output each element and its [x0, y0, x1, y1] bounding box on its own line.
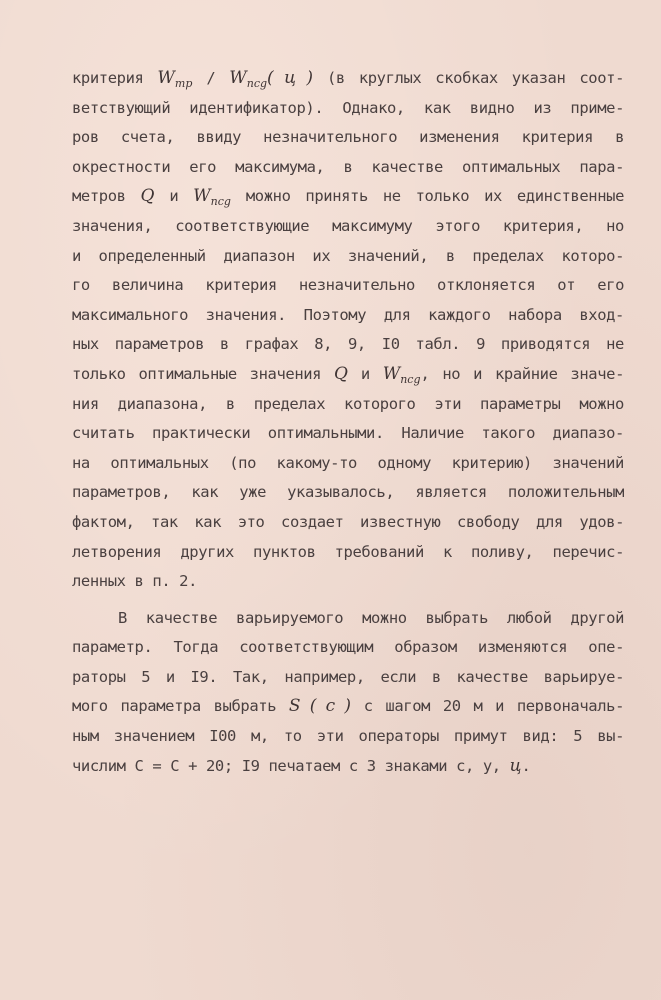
text-line: и определенный диапазон их значений, в пределах которо-: [72, 246, 624, 265]
text-line: ным значением I00 м, то эти операторы примут вид: 5 вы-: [72, 727, 624, 746]
text-line: метров Q и $W_{псg}$ можно принять не только их единственные: [72, 186, 624, 209]
text-line: значения, соответствующие максимуму этого критерия, но: [72, 216, 624, 235]
handwritten-symbol: ( ц ): [267, 68, 314, 88]
paragraph-2: [72, 604, 624, 782]
text-line: числим С = С + 20; I9 печатаем с 3 знаками с, у, ц.: [72, 755, 531, 776]
text-line: ленных в п. 2.: [72, 572, 198, 591]
handwritten-subscript: псg: [210, 195, 231, 209]
paragraph-1: [72, 64, 624, 597]
text-line: максимального значения. Поэтому для каждого набора вход-: [72, 305, 624, 324]
handwritten-symbol: Q: [334, 363, 348, 384]
handwritten-symbol: W: [382, 363, 401, 384]
text-line: раторы 5 и I9. Так, например, если в качестве варьируе-: [72, 667, 624, 686]
handwritten-symbol: S ( c ): [288, 696, 351, 717]
text-line: на оптимальных (по какому-то одному критерию) значений: [72, 453, 624, 472]
handwritten-symbol: Q: [140, 186, 155, 207]
body-text: [72, 64, 624, 781]
text-line: критерия $W_{тр} / W_{псg}$( ц ) (в круглых скобках указан соот-: [72, 68, 624, 91]
handwritten-symbol: W: [193, 186, 211, 207]
text-line: параметров, как уже указывалось, является положительным: [72, 483, 624, 502]
paragraph-gap: [72, 597, 624, 604]
handwritten-subscript: тр: [174, 77, 193, 91]
text-line: ных параметров в графах 8, 9, I0 табл. 9 приводятся не: [72, 335, 624, 354]
text-line: ветствующий идентификатор). Однако, как видно из приме-: [72, 98, 624, 117]
text-line: мого параметра выбрать S ( c ) с шагом 20 м и первоначаль-: [72, 696, 624, 717]
text-line: го величина критерия незначительно отклоняется от его: [72, 276, 624, 295]
text-line: ров счета, ввиду незначительного изменения критерия в: [72, 128, 624, 147]
handwritten-symbol: W: [157, 68, 175, 88]
text-line: В качестве варьируемого можно выбрать любой другой: [118, 608, 624, 627]
text-line: ния диапазона, в пределах которого эти параметры можно: [72, 394, 624, 413]
text-line: летворения других пунктов требований к поливу, перечис-: [72, 542, 624, 561]
text-line: окрестности его максимума, в качестве оптимальных пара-: [72, 157, 624, 176]
handwritten-subscript: псg: [246, 77, 268, 91]
handwritten-subscript: псg: [400, 373, 421, 387]
handwritten-symbol: ц: [509, 755, 522, 776]
text-line: параметр. Тогда соответствующим образом изменяются опе-: [72, 638, 624, 657]
handwritten-symbol: W: [229, 68, 247, 88]
text-line: только оптимальные значения Q и $W_{псg}$, но и крайние значе-: [72, 363, 624, 387]
text-line: считать практически оптимальными. Наличие такого диапазо-: [72, 424, 624, 443]
text-line: фактом, так как это создает известную свободу для удов-: [72, 512, 624, 531]
